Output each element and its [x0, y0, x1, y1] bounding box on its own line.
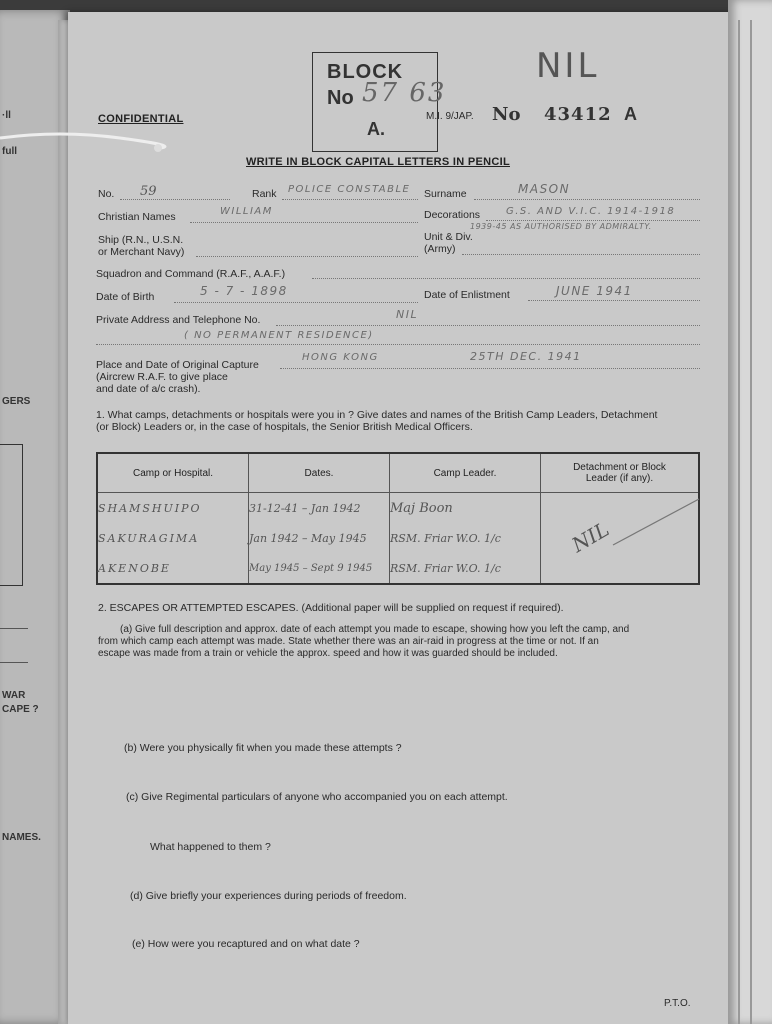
pencil-instruction: WRITE IN BLOCK CAPITAL LETTERS IN PENCIL	[246, 156, 510, 168]
question-2a-text: (a) Give full description and approx. date of each attempt you made to escape, showing how you left the camp, and	[120, 624, 630, 635]
address-value: NIL	[396, 308, 419, 321]
capture-label: Place and Date of Original Capture	[96, 359, 259, 371]
camps-table-header	[97, 453, 699, 493]
detachment-value: NIL	[567, 516, 614, 558]
decorations-label: Decorations	[424, 209, 481, 221]
ship-label-2: or Merchant Navy)	[98, 246, 185, 258]
dob-label: Date of Birth	[96, 291, 155, 303]
surname-label: Surname	[424, 188, 467, 200]
doc-no-label: No	[492, 104, 521, 125]
rank-label: Rank	[252, 188, 277, 200]
confidential-label: CONFIDENTIAL	[98, 113, 184, 125]
dates-cell: May 1945 – Sept 9 1945	[249, 553, 390, 584]
ship-label: Ship (R.N., U.S.N.	[98, 234, 184, 246]
left-page-fragment: full	[2, 146, 17, 157]
left-page-fragment: WAR	[2, 690, 26, 701]
question-2c-text: (c) Give Regimental particulars of anyone who accompanied you on each attempt.	[126, 791, 508, 803]
left-page-fragment: NAMES.	[2, 832, 41, 843]
enlistment-label: Date of Enlistment	[424, 289, 510, 301]
question-2a-text-3: escape was made from a train or vehicle the approx. speed and how it was guarded should be included.	[98, 648, 558, 659]
address-label: Private Address and Telephone No.	[96, 314, 261, 326]
capture-label-3: and date of a/c crash).	[96, 383, 201, 395]
col-header-dates: Dates.	[249, 453, 390, 493]
question-2e-text: (e) How were you recaptured and on what date ?	[132, 938, 360, 950]
camp-cell: SAKURAGIMA	[97, 523, 249, 553]
question-1-text-2: (or Block) Leaders or, in the case of hospitals, the Senior British Medical Officers.	[96, 421, 473, 433]
leader-cell: RSM. Friar W.O. 1/c	[390, 553, 541, 584]
document-suffix: A	[624, 104, 637, 124]
decorations-value: G.S. AND V.I.C. 1914-1918	[506, 206, 676, 217]
document-number: 43412	[544, 104, 612, 125]
dates-cell: 31-12-41 – Jan 1942	[249, 493, 390, 524]
right-page-stack	[728, 0, 772, 1024]
capture-place: HONG KONG	[302, 352, 379, 363]
question-1-text: 1. What camps, detachments or hospitals were you in ? Give dates and names of the British Camp Leaders, Detachment	[96, 409, 658, 421]
question-2c-followup: What happened to them ?	[150, 841, 271, 853]
tie-string	[0, 128, 170, 152]
camp-cell: AKENOBE	[97, 553, 249, 584]
question-2a-text-2: from which camp each attempt was made. State whether there was an air-raid in progress at the time or not. If an	[98, 636, 599, 647]
leader-cell: RSM. Friar W.O. 1/c	[390, 523, 541, 553]
left-page-rule	[0, 628, 28, 629]
question-2b-text: (b) Were you physically fit when you made these attempts ?	[124, 742, 402, 754]
detachment-scribble	[611, 497, 701, 547]
question-2d-text: (d) Give briefly your experiences during periods of freedom.	[130, 890, 407, 902]
capture-date: 25TH DEC. 1941	[470, 350, 582, 363]
camps-table	[96, 452, 700, 585]
unit-label: Unit & Div.	[424, 231, 473, 243]
dates-cell: Jan 1942 – May 1945	[249, 523, 390, 553]
col-header-camp: Camp or Hospital.	[97, 453, 249, 493]
enlistment-value: JUNE 1941	[556, 284, 633, 298]
decorations-value-2: 1939-45 AS AUTHORISED BY ADMIRALTY.	[470, 222, 652, 231]
col-header-detachment: Detachment or Block Leader (if any).	[541, 453, 700, 493]
form-reference: M.I. 9/JAP.	[426, 111, 474, 122]
left-page-fragment: GERS	[2, 396, 31, 407]
christian-names-label: Christian Names	[98, 211, 176, 223]
left-page-box	[0, 444, 23, 586]
detachment-cell	[541, 493, 700, 585]
question-2-heading: 2. ESCAPES OR ATTEMPTED ESCAPES. (Additional paper will be supplied on request if required).	[98, 602, 564, 614]
dob-value: 5 - 7 - 1898	[200, 284, 288, 298]
unit-label-2: (Army)	[424, 243, 456, 255]
christian-names-value: WILLIAM	[220, 206, 273, 217]
left-page-fragment: CAPE ?	[2, 704, 39, 715]
pto-label: P.T.O.	[664, 998, 691, 1009]
col-header-camp-leader: Camp Leader.	[390, 453, 541, 493]
table-row	[97, 493, 699, 524]
block-label: BLOCK	[327, 61, 404, 83]
block-no-handwritten: 57 63	[362, 78, 447, 108]
surname-value: MASON	[518, 182, 571, 196]
left-page-fragment: ·ll	[2, 110, 11, 121]
block-no-label: No	[327, 87, 354, 109]
nil-mark: NIL	[536, 46, 600, 86]
left-page-rule	[0, 662, 28, 663]
no-value: 59	[140, 184, 157, 199]
no-label: No.	[98, 188, 115, 200]
leader-cell: Maj Boon	[390, 493, 541, 524]
camp-cell: SHAMSHUIPO	[97, 493, 249, 524]
address-value-2: ( NO PERMANENT RESIDENCE)	[184, 330, 374, 341]
block-letter: A.	[367, 119, 385, 139]
capture-label-2: (Aircrew R.A.F. to give place	[96, 371, 228, 383]
rank-value: POLICE CONSTABLE	[288, 184, 411, 195]
squadron-label: Squadron and Command (R.A.F., A.A.F.)	[96, 268, 286, 280]
